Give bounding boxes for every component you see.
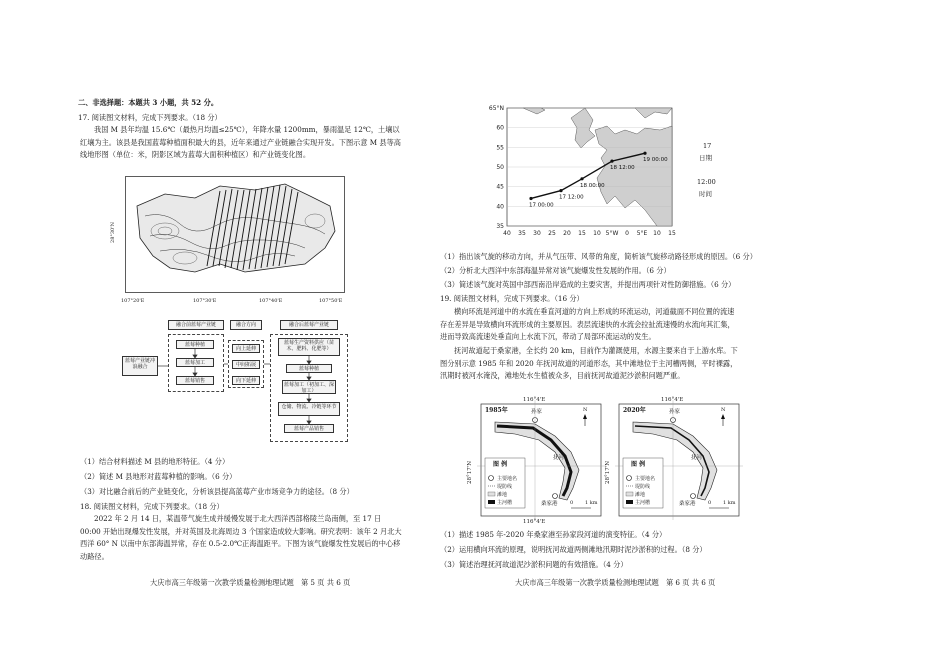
lon-tick-label: 40 bbox=[503, 230, 511, 237]
map-2020-lon: 116°4'E bbox=[661, 397, 684, 403]
lon-tick-label: 35 bbox=[518, 230, 526, 237]
map-2020-place-sangjiagang: 桑家港 bbox=[679, 501, 696, 507]
map-2020-legend-item-1: 主要地名 bbox=[635, 476, 656, 482]
q17-question-1: （1）结合材料描述 M 县的地形特征。（4 分） bbox=[80, 457, 230, 466]
lon-tick-label: 10 bbox=[653, 230, 661, 237]
cyclone-track-point-label: 17 00:00 bbox=[529, 202, 554, 209]
lon-tick-label: 25 bbox=[548, 230, 556, 237]
map-1985-legend-title: 图 例 bbox=[493, 461, 508, 468]
lon-tick-label: 15 bbox=[668, 230, 676, 237]
q18-title: 18. 阅读图文材料，完成下列要求。（18 分） bbox=[80, 502, 224, 511]
map-2020-legend-item-3: 滩地 bbox=[635, 492, 646, 498]
lat-tick-label: 40 bbox=[496, 203, 504, 211]
flow-col3-item-4: 仓储、物流、冷链等环节 bbox=[278, 402, 340, 416]
map-2020-north: N bbox=[721, 407, 726, 413]
lat-tick-label: 65°N bbox=[488, 105, 504, 112]
cyclone-track-point bbox=[559, 189, 562, 192]
lat-tick-label: 35 bbox=[496, 223, 504, 230]
flow-col3-item-2: 蓝莓种植 bbox=[286, 364, 332, 373]
lon-label-1: 107°20'E bbox=[121, 298, 145, 304]
map-2020-place-sunjia: 孙家 bbox=[669, 409, 681, 415]
lon-label-4: 107°50'E bbox=[319, 298, 343, 304]
map-1985-place-sangjiagang: 桑家港 bbox=[541, 501, 558, 507]
legend-time-number: 12:00 bbox=[697, 178, 716, 186]
q19-paragraph-1: 横向环流是河道中的水流在垂直河道的方向上形成的环流运动，河道截面不同位置的流速存在差异是导致横向环流形成的主要原因。表层流速快的水流会拉扯流速慢的水流向其汇集，进而导致高流速处垂直向上水流下沉，带动了局部环流运动的发生。 bbox=[440, 307, 735, 341]
q18-paragraph: 2022 年 2 月 14 日，某温带气旋生成并缓慢发展于北大西洋西部格陵兰岛南侧，至 17 日 00:00 开始出现爆发性发展，并对英国及北海周边 3 个国家造成较大影响。研究表明：该年 2 月北大西洋 60° N 以南中东部海温异常，存在 0.5-2.0℃正海温距平。下图为该气旋爆发性发展后的中心移动路径。 bbox=[80, 514, 402, 561]
flow-col3-title: 融合后蓝莓产业链 bbox=[280, 320, 338, 330]
map-2020-scale-1km: 1 km bbox=[723, 500, 736, 506]
flow-side-box: 蓝莓产业链冲浪融合 bbox=[122, 356, 158, 376]
map-1985-place-sunjia: 孙家 bbox=[531, 409, 543, 415]
flow-col1-title: 融合前蓝莓产业链 bbox=[168, 320, 224, 330]
cyclone-track-point-label: 18 00:00 bbox=[580, 182, 605, 189]
cyclone-track-point bbox=[643, 152, 646, 155]
map-1985-lat: 28°17'N bbox=[467, 460, 474, 485]
cyclone-track-point bbox=[529, 197, 532, 200]
lon-tick-label: 0 bbox=[625, 230, 629, 237]
industry-chain-flowchart bbox=[118, 320, 368, 445]
map-1985-legend-item-3: 滩地 bbox=[497, 492, 508, 498]
cyclone-track-point-label: 18 12:00 bbox=[610, 165, 635, 172]
topo-map bbox=[109, 176, 345, 304]
q19-question-2: （2）运用横向环流的原理，说明抚河故道两侧滩地汛期时泥沙淤积的过程。（8 分） bbox=[440, 545, 707, 554]
map-1985-legend-item-2: 堤防线 bbox=[497, 484, 513, 490]
q17-paragraph: 我国 M 县年均温 15.6℃（最热月均温≤25℃），年降水量 1200mm，暴雨温足 12℃，土壤以红壤为主。该县是我国蓝莓种植面积最大的县，近年来通过产业链融合实现开发。下图示意 M 县等高线地形图（单位：米，阴影区域为蓝莓大面积种植区）和产业链变化图。 bbox=[80, 125, 401, 159]
lat-tick-label: 55 bbox=[496, 144, 504, 152]
q19-question-1: （1）描述 1985 年-2020 年桑家港至孙家段河道的演变特征。（4 分） bbox=[440, 530, 667, 539]
map-1985-river: 抚河 bbox=[553, 455, 565, 461]
map-1985-year: 1985年 bbox=[485, 407, 508, 414]
lon-tick-label: 30 bbox=[533, 230, 541, 237]
flow-col2-item-3: 向下延伸 bbox=[232, 376, 260, 385]
flow-col3-item-1: 蓝莓生产资料供应（苗木、肥料、化肥等） bbox=[278, 338, 340, 356]
map-1985-lon-bottom: 116°4'E bbox=[523, 519, 546, 525]
cyclone-path-graphic bbox=[475, 100, 735, 242]
flow-col1-item-2: 蓝莓加工 bbox=[176, 358, 214, 367]
cyclone-track-point-label: 19 00:00 bbox=[643, 157, 668, 164]
legend-date-number: 17 bbox=[703, 142, 712, 150]
flow-col1-item-3: 蓝莓销售 bbox=[176, 376, 214, 385]
map-2020-legend-item-4: 主河槽 bbox=[635, 500, 651, 506]
lat-tick-label: 50 bbox=[496, 164, 504, 171]
map-1985-scale-0: 0 bbox=[570, 500, 574, 506]
lat-tick-label: 45 bbox=[496, 183, 504, 191]
lon-label-3: 107°40'E bbox=[259, 298, 283, 304]
map-2020-river: 抚河 bbox=[691, 455, 703, 461]
flow-col3-item-3: 蓝莓加工（初加工、深加工） bbox=[284, 382, 335, 394]
flow-col2-item-2: 中间拓展 bbox=[232, 360, 260, 369]
q17-title: 17. 阅读图文材料，完成下列要求。（18 分） bbox=[78, 113, 222, 122]
map-2020-year: 2020年 bbox=[623, 407, 646, 414]
topo-map-graphic bbox=[125, 176, 345, 293]
flow-col1-item-1: 蓝莓种植 bbox=[176, 340, 214, 349]
q19-question-3: （3）简述治理抚河故道泥沙淤积问题的有效措施。（4 分） bbox=[440, 560, 628, 569]
legend-time-label: 时间 bbox=[699, 190, 712, 198]
map-1985-scale-1km: 1 km bbox=[585, 500, 598, 506]
lat-tick-label: 60 bbox=[496, 124, 504, 132]
flow-col2-title: 融合方向 bbox=[230, 320, 262, 330]
q18-question-1: （1）指出该气旋的移动方向，并从气压带、风带的角度，简析该气旋移动路径形成的原因。（6 分） bbox=[440, 252, 757, 261]
flow-col2-item-1: 向上延伸 bbox=[232, 344, 260, 353]
map-2020-scale-0: 0 bbox=[708, 500, 712, 506]
q19-title: 19. 阅读图文材料，完成下列要求。（16 分） bbox=[440, 294, 584, 303]
map-2020-legend-item-2: 堤防线 bbox=[635, 484, 651, 490]
map-2020-lat: 28°17'N bbox=[605, 460, 612, 485]
cyclone-track-point bbox=[610, 160, 613, 163]
map-1985-north: N bbox=[583, 407, 588, 413]
river-map-2020 bbox=[605, 396, 745, 524]
cyclone-path-map bbox=[475, 100, 735, 242]
lon-tick-label: 15 bbox=[578, 230, 586, 237]
footer-page-6: 大庆市高三年级第一次教学质量检测地理试题 第 6 页 共 6 页 bbox=[515, 578, 716, 587]
legend-date-label: 日期 bbox=[699, 154, 712, 162]
section-heading: 二、非选择题：本题共 3 小题，共 52 分。 bbox=[78, 98, 219, 107]
cyclone-track-point-label: 17 12:00 bbox=[559, 194, 584, 201]
flow-col3-item-5: 蓝莓产品销售 bbox=[284, 424, 334, 433]
q17-question-2: （2）简述 M 县地形对蓝莓种植的影响。（6 分） bbox=[80, 472, 237, 481]
q19-paragraph-2: 抚河故道起于桑家港，全长约 20 km，目前作为灌溉使用，水源主要来自于上游水库。下图分别示意 1985 年和 2020 年抚河故道的河道形态，其中滩地位于主河槽两侧，平时裸露，汛期时被河水淹没，滩地处水生植被众多，目前抚河故道泥沙淤积问题严重。 bbox=[440, 346, 738, 380]
footer-page-5: 大庆市高三年级第一次教学质量检测地理试题 第 5 页 共 6 页 bbox=[150, 578, 351, 587]
map-2020-legend-title: 图 例 bbox=[631, 461, 646, 468]
lon-tick-label: 20 bbox=[563, 230, 571, 237]
page-6 bbox=[440, 0, 950, 672]
lon-tick-label: 5°E bbox=[636, 230, 648, 237]
cyclone-track-point bbox=[580, 177, 583, 180]
map-1985-lon: 116°4'E bbox=[523, 397, 546, 403]
lat-label: 28°30'N bbox=[109, 222, 116, 243]
map-1985-legend-item-4: 主河槽 bbox=[497, 500, 513, 506]
lon-tick-label: 10 bbox=[593, 230, 601, 237]
river-map-1985 bbox=[467, 396, 607, 525]
map-1985-legend-item-1: 主要地名 bbox=[497, 476, 518, 482]
lon-label-2: 107°30'E bbox=[193, 298, 217, 304]
lon-tick-label: 5°W bbox=[605, 230, 619, 237]
q18-question-3: （3）简述该气旋对英国中部西南沿岸造成的主要灾害，并提出两项针对性防御措施。（6 分） bbox=[440, 280, 736, 289]
q18-question-2: （2）分析北大西洋中东部海温异常对该气旋爆发性发展的作用。（6 分） bbox=[440, 266, 671, 275]
q17-question-3: （3）对比融合前后的产业链变化，分析该县提高蓝莓产业市场竞争力的途径。（8 分） bbox=[80, 487, 354, 496]
